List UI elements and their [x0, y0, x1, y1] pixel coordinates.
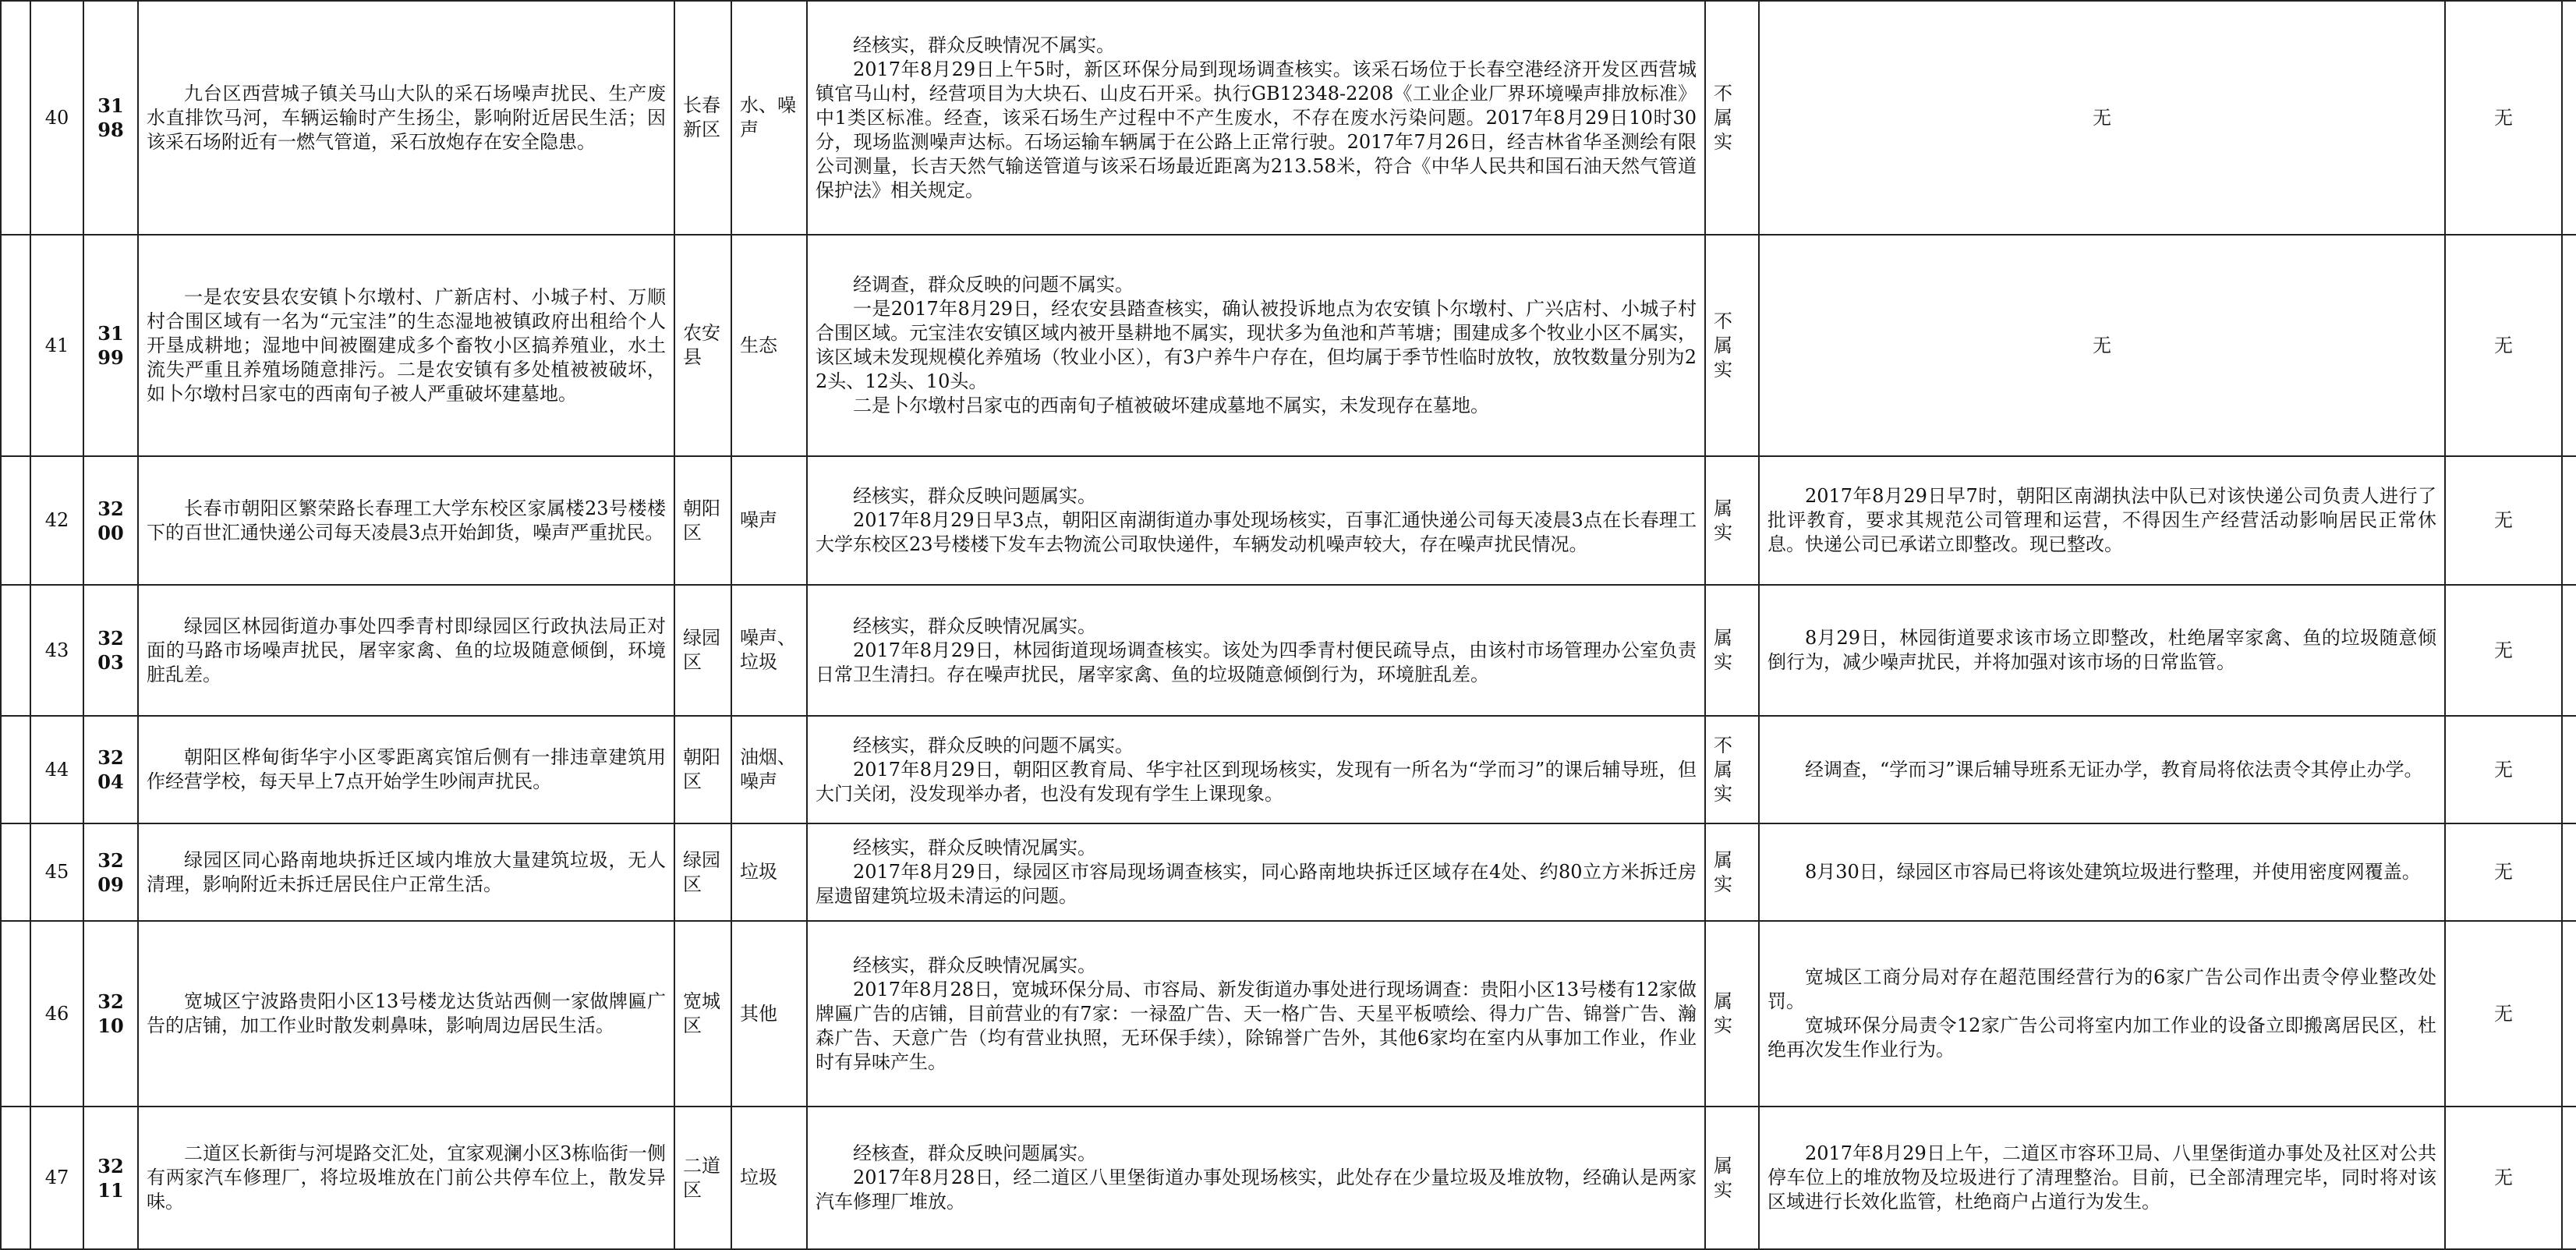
investigation-paragraph: 2017年8月29日，林园街道现场调查核实。该处为四季青村便民疏导点，由该村市场管理办公室负责日常卫生清扫。存在噪声扰民，屠宰家禽、鱼的垃圾随意倾倒行为，环境脏乱差。	[816, 639, 1697, 685]
investigation-paragraph: 经核实，群众反映问题属实。	[853, 485, 1096, 507]
investigation-result	[807, 1107, 1705, 1249]
investigation-result	[807, 456, 1705, 585]
verdict: 属实	[1705, 456, 1759, 585]
action-paragraph: 无	[2093, 334, 2111, 356]
verdict: 不属实	[1705, 1, 1759, 235]
edge-cell	[1, 1, 30, 235]
rectification-actions	[1759, 1107, 2445, 1249]
verdict: 属实	[1705, 1107, 1759, 1249]
investigation-paragraph: 经核实，群众反映情况属实。	[853, 614, 1096, 637]
accountability: 无	[2445, 456, 2562, 585]
edge-cell	[1, 1107, 30, 1249]
investigation-paragraph: 2017年8月28日，经二道区八里堡街道办事处现场核实，此处存在少量垃圾及堆放物，经确认是两家汽车修理厂堆放。	[816, 1167, 1697, 1213]
description-text: 绿园区同心路南地块拆迁区域内堆放大量建筑垃圾，无人清理，影响附近未拆迁居民住户正常生活。	[147, 848, 666, 895]
district: 绿园区	[674, 823, 731, 921]
table-row	[1, 235, 2576, 456]
action-paragraph: 8月29日，林园街道要求该市场立即整改，杜绝屠宰家禽、鱼的垃圾随意倾倒行为，减少噪声扰民，并将加强对该市场的日常监管。	[1767, 627, 2436, 673]
case-code: 3204	[83, 716, 138, 823]
description-text: 一是农安县农安镇卜尔墩村、广新店村、小城子村、万顺村合围区域有一名为“元宝洼”的生态湿地被镇政府出租给个人开垦成耕地；湿地中间被圈建成多个畜牧小区搞养殖业，水土流失严重且养殖场随意排污。二是农安镇有多处植被被破坏，如卜尔墩村吕家屯的西南旬子被人严重破坏建墓地。	[147, 285, 666, 405]
case-code: 3199	[83, 235, 138, 456]
action-paragraph: 2017年8月29日早7时，朝阳区南湖执法中队已对该快递公司负责人进行了批评教育，要求其规范公司管理和运营，不得因生产经营活动影响居民正常休息。快递公司已承诺立即整改。现已整改。	[1767, 485, 2436, 555]
remarks-cell	[2562, 1, 2576, 235]
district: 绿园区	[674, 585, 731, 716]
investigation-result	[807, 921, 1705, 1107]
description-text: 绿园区林园街道办事处四季青村即绿园区行政执法局正对面的马路市场噪声扰民，屠宰家禽、鱼的垃圾随意倾倒，环境脏乱差。	[147, 614, 666, 685]
investigation-paragraph: 2017年8月29日早3点，朝阳区南湖街道办事处现场核实，百事汇通快递公司每天凌晨3点在长春理工大学东校区23号楼楼下发车去物流公司取快递件，车辆发动机噪声较大，存在噪声扰民情况。	[816, 509, 1697, 555]
verdict: 不属实	[1705, 716, 1759, 823]
investigation-result	[807, 585, 1705, 716]
complaint-description	[138, 716, 674, 823]
row-index: 43	[30, 585, 83, 716]
investigation-paragraph: 经核实，群众反映情况属实。	[853, 837, 1096, 859]
edge-cell	[1, 716, 30, 823]
investigation-paragraph: 2017年8月29日，朝阳区教育局、华宇社区到现场核实，发现有一所名为“学而习”的课后辅导班，但大门关闭，没发现举办者，也没有发现有学生上课现象。	[816, 758, 1697, 805]
investigation-paragraph: 经核查，群众反映问题属实。	[853, 1142, 1096, 1164]
rectification-actions	[1759, 716, 2445, 823]
accountability: 无	[2445, 585, 2562, 716]
row-index: 46	[30, 921, 83, 1107]
description-text: 朝阳区桦甸街华宇小区零距离宾馆后侧有一排违章建筑用作经营学校，每天早上7点开始学生吵闹声扰民。	[147, 746, 666, 792]
district: 朝阳区	[674, 456, 731, 585]
investigation-result	[807, 1, 1705, 235]
accountability: 无	[2445, 1107, 2562, 1249]
remarks-cell	[2562, 716, 2576, 823]
rectification-actions	[1759, 585, 2445, 716]
table-row	[1, 823, 2576, 921]
table-row	[1, 456, 2576, 585]
investigation-paragraph: 2017年8月29日，绿园区市容局现场调查核实，同心路南地块拆迁区域存在4处、约80立方米拆迁房屋遗留建筑垃圾未清运的问题。	[816, 861, 1697, 907]
verdict: 属实	[1705, 921, 1759, 1107]
table-row	[1, 585, 2576, 716]
issue-type: 生态	[731, 235, 807, 456]
table-row	[1, 716, 2576, 823]
accountability: 无	[2445, 235, 2562, 456]
complaint-description	[138, 823, 674, 921]
remarks-cell	[2562, 585, 2576, 716]
investigation-paragraph: 经核实，群众反映的问题不属实。	[853, 734, 1134, 756]
case-code: 3210	[83, 921, 138, 1107]
complaint-description	[138, 921, 674, 1107]
rectification-actions	[1759, 456, 2445, 585]
verdict: 属实	[1705, 823, 1759, 921]
investigation-paragraph: 二是卜尔墩村吕家屯的西南旬子植被破坏建成墓地不属实，未发现存在墓地。	[853, 395, 1489, 416]
district: 朝阳区	[674, 716, 731, 823]
rectification-actions	[1759, 823, 2445, 921]
rectification-actions	[1759, 235, 2445, 456]
district: 宽城区	[674, 921, 731, 1107]
case-code: 3203	[83, 585, 138, 716]
action-paragraph: 宽城环保分局责令12家广告公司将室内加工作业的设备立即搬离居民区，杜绝再次发生作业行为。	[1767, 1015, 2436, 1061]
issue-type: 水、噪声	[731, 1, 807, 235]
remarks-cell	[2562, 921, 2576, 1107]
district: 二道区	[674, 1107, 731, 1249]
case-code: 3211	[83, 1107, 138, 1249]
description-text: 九台区西营城子镇关马山大队的采石场噪声扰民、生产废水直排饮马河，车辆运输时产生扬尘，影响附近居民生活；因该采石场附近有一燃气管道，采石放炮存在安全隐患。	[147, 82, 666, 153]
issue-type: 垃圾	[731, 823, 807, 921]
rectification-actions	[1759, 1, 2445, 235]
case-code: 3209	[83, 823, 138, 921]
accountability: 无	[2445, 823, 2562, 921]
accountability: 无	[2445, 716, 2562, 823]
investigation-paragraph: 2017年8月28日，宽城环保分局、市容局、新发街道办事处进行现场调查：贵阳小区13号楼有12家做牌匾广告的店铺，目前营业的有7家：一禄盈广告、天一格广告、天星平板喷绘、得力广告、锦誉广告、瀚森广告、天意广告（均有营业执照，无环保手续），除锦誉广告外，其他6家均在室内从事加工作业，作业时有异味产生。	[816, 978, 1697, 1073]
remarks-cell	[2562, 823, 2576, 921]
investigation-result	[807, 823, 1705, 921]
issue-type: 垃圾	[731, 1107, 807, 1249]
rectification-actions	[1759, 921, 2445, 1107]
investigation-result	[807, 716, 1705, 823]
edge-cell	[1, 456, 30, 585]
investigation-paragraph: 经核实，群众反映情况属实。	[853, 954, 1096, 976]
verdict: 属实	[1705, 585, 1759, 716]
case-code: 3200	[83, 456, 138, 585]
table-row	[1, 921, 2576, 1107]
investigation-result	[807, 235, 1705, 456]
issue-type: 其他	[731, 921, 807, 1107]
issue-type: 噪声	[731, 456, 807, 585]
action-paragraph: 2017年8月29日上午，二道区市容环卫局、八里堡街道办事处及社区对公共停车位上的堆放物及垃圾进行了清理整治。目前，已全部清理完毕，同时将对该区域进行长效化监管，杜绝商户占道行为发生。	[1767, 1142, 2436, 1213]
edge-cell	[1, 921, 30, 1107]
accountability: 无	[2445, 1, 2562, 235]
table-row	[1, 1, 2576, 235]
district: 农安县	[674, 235, 731, 456]
complaint-description	[138, 456, 674, 585]
description-text: 二道区长新街与河堤路交汇处，宜家观澜小区3栋临街一侧有两家汽车修理厂，将垃圾堆放在门前公共停车位上，散发异味。	[147, 1142, 666, 1213]
action-paragraph: 宽城区工商分局对存在超范围经营行为的6家广告公司作出责令停业整改处罚。	[1767, 966, 2436, 1012]
row-index: 44	[30, 716, 83, 823]
row-index: 45	[30, 823, 83, 921]
table-row	[1, 1107, 2576, 1249]
investigation-paragraph: 2017年8月29日上午5时，新区环保分局到现场调查核实。该采石场位于长春空港经济开发区西营城镇官马山村，经营项目为大块石、山皮石开采。执行GB12348-2208《工业企业厂界环境噪声排放标准》中1类区标准。经查，该采石场生产过程中不产生废水，不存在废水污染问题。2017年8月29日10时30分，现场监测噪声达标。石场运输车辆属于在公路上正常行驶。2017年7月26日，经吉林省华圣测绘有限公司测量，长吉天然气输送管道与该采石场最近距离为213.58米，符合《中华人民共和国石油天然气管道保护法》相关规定。	[816, 58, 1697, 201]
remarks-cell	[2562, 1107, 2576, 1249]
row-index: 41	[30, 235, 83, 456]
case-code: 3198	[83, 1, 138, 235]
edge-cell	[1, 585, 30, 716]
complaint-description	[138, 235, 674, 456]
remarks-cell	[2562, 235, 2576, 456]
investigation-paragraph: 经核实，群众反映情况不属实。	[853, 34, 1115, 56]
edge-cell	[1, 235, 30, 456]
complaint-description	[138, 1, 674, 235]
row-index: 42	[30, 456, 83, 585]
verdict: 不属实	[1705, 235, 1759, 456]
description-text: 长春市朝阳区繁荣路长春理工大学东校区家属楼23号楼楼下的百世汇通快递公司每天凌晨3点开始卸货，噪声严重扰民。	[147, 497, 666, 544]
investigation-paragraph: 一是2017年8月29日，经农安县踏查核实，确认被投诉地点为农安镇卜尔墩村、广兴店村、小城子村合围区域。元宝洼农安镇区域内被开垦耕地不属实，现状多为鱼池和芦苇塘；围建成多个牧业小区不属实，该区域未发现规模化养殖场（牧业小区），有3户养牛户存在，但均属于季节性临时放牧，放牧数量分别为22头、12头、10头。	[816, 298, 1697, 392]
edge-cell	[1, 823, 30, 921]
action-paragraph: 8月30日，绿园区市容局已将该处建筑垃圾进行整理，并使用密度网覆盖。	[1805, 861, 2421, 883]
complaint-description	[138, 1107, 674, 1249]
row-index: 47	[30, 1107, 83, 1249]
description-text: 宽城区宁波路贵阳小区13号楼龙达货站西侧一家做牌匾广告的店铺，加工作业时散发刺鼻味，影响周边居民生活。	[147, 990, 666, 1036]
complaint-description	[138, 585, 674, 716]
row-index: 40	[30, 1, 83, 235]
accountability: 无	[2445, 921, 2562, 1107]
issue-type: 油烟、噪声	[731, 716, 807, 823]
issue-type: 噪声、垃圾	[731, 585, 807, 716]
investigation-paragraph: 经调查，群众反映的问题不属实。	[853, 274, 1134, 296]
action-paragraph: 经调查，“学而习”课后辅导班系无证办学，教育局将依法责令其停止办学。	[1805, 758, 2423, 781]
action-paragraph: 无	[2093, 106, 2111, 129]
remarks-cell	[2562, 456, 2576, 585]
district: 长春新区	[674, 1, 731, 235]
